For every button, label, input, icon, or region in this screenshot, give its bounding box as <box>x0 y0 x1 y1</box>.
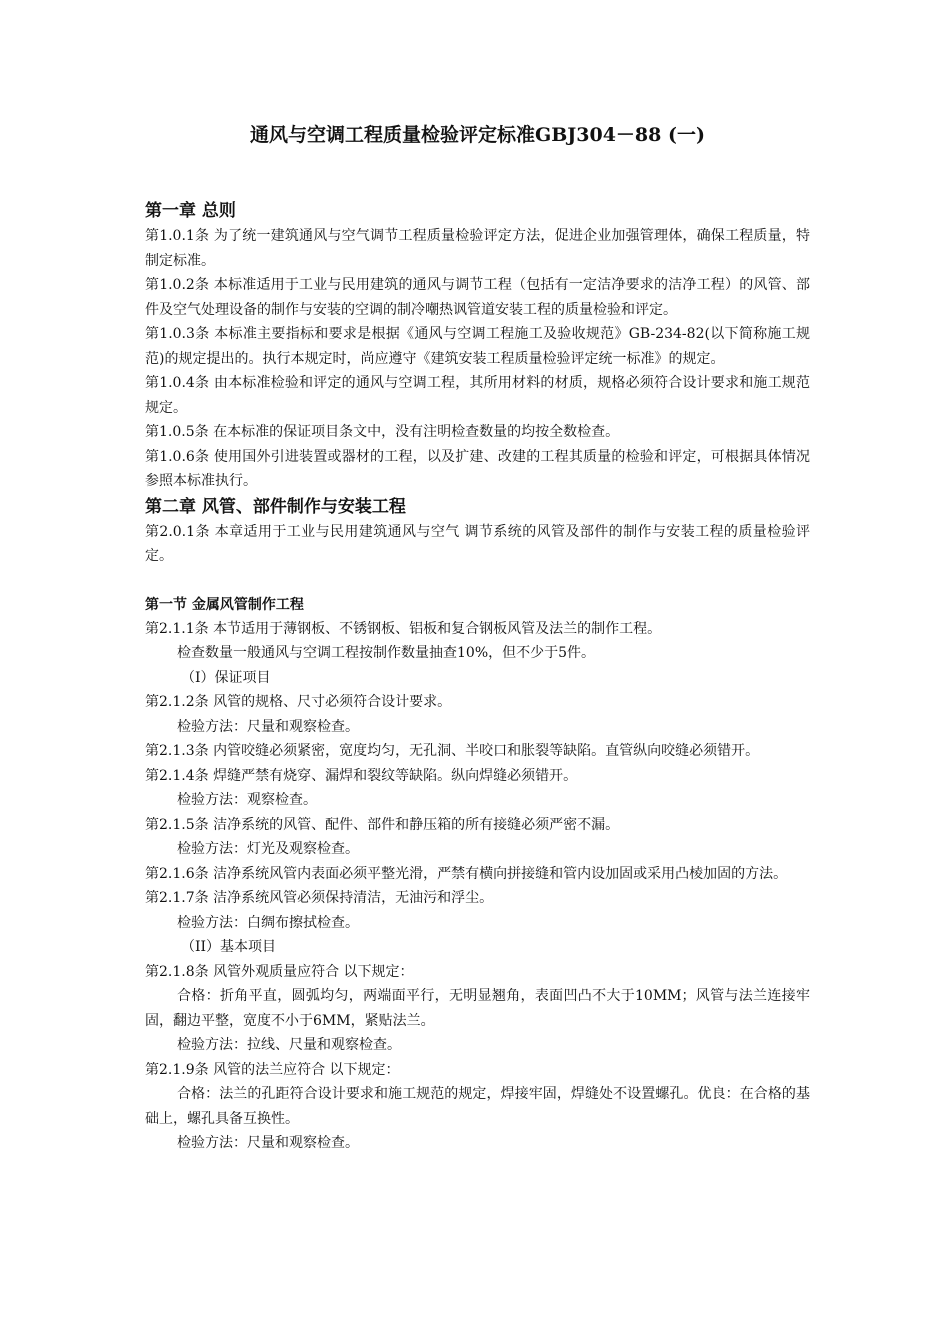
document-title: 通风与空调工程质量检验评定标准GBJ304－88 (一) <box>250 124 705 146</box>
chapter-2-heading: 第二章 风管、部件制作与安装工程 <box>145 496 406 517</box>
section-1-line: 第2.1.2条 风管的规格、尺寸必须符合设计要求。 <box>145 694 452 710</box>
clause-1-0-4: 第1.0.4条 由本标准检验和评定的通风与空调工程，其所用材料的材质，规格必须符合设计要求和施工规范规定。 <box>145 375 810 416</box>
section-1-line: 检验方法：灯光及观察检查。 <box>177 841 359 857</box>
chapter-1-heading: 第一章 总则 <box>145 201 236 221</box>
clause-1-0-1: 第1.0.1条 为了统一建筑通风与空气调节工程质量检验评定方法，促进企业加强管理体，确保工程质量，特制定标准。 <box>145 228 810 269</box>
section-1-line: 检查数量一般通风与空调工程按制作数量抽查10%，但不少于5件。 <box>177 645 596 661</box>
section-1-line: 第2.1.4条 焊缝严禁有烧穿、漏焊和裂纹等缺陷。纵向焊缝必须错开。 <box>145 767 578 784</box>
section-1-line: 第2.1.5条 洁净系统的风管、配件、部件和静压箱的所有接缝必须严密不漏。 <box>145 816 620 833</box>
section-1-line: 检验方法：观察检查。 <box>177 792 317 808</box>
section-1-line: 检验方法：拉线、尺量和观察检查。 <box>177 1037 401 1053</box>
section-1-line: 第2.1.6条 洁净系统风管内表面必须平整光滑，严禁有横向拼接缝和管内设加固或采用凸棱加固的方法。 <box>145 865 788 882</box>
section-1-line: （I）保证项目 <box>181 669 271 686</box>
section-1-line: 第2.1.8条 风管外观质量应符合 以下规定： <box>145 963 414 980</box>
clause-1-0-5: 第1.0.5条 在本标准的保证项目条文中，没有注明检查数量的均按全数检查。 <box>145 424 620 440</box>
section-1-line: 检验方法：尺量和观察检查。 <box>177 718 359 735</box>
clause-1-0-2: 第1.0.2条 本标准适用于工业与民用建筑的通风与调节工程（包括有一定洁净要求的洁净工程）的风管、部件及空气处理设备的制作与安装的空调的制冷嘲热讽管道安装工程的质量检验和评定。 <box>145 277 810 318</box>
clause-1-0-6: 第1.0.6条 使用国外引进装置或器材的工程，以及扩建、改建的工程其质量的检验和评定，可根据具体情况参照本标准执行。 <box>145 448 810 489</box>
clause-2-0-1: 第2.0.1条 本章适用于工业与民用建筑通风与空气 调节系统的风管及部件的制作与安装工程的质量检验评定。 <box>145 523 810 564</box>
document-page <box>145 120 810 1156</box>
section-1-line: （II）基本项目 <box>181 939 277 955</box>
section-1-body <box>145 617 810 1156</box>
section-1-line: 第2.1.3条 内管咬缝必须紧密，宽度均匀，无孔洞、半咬口和胀裂等缺陷。直管纵向咬缝必须错开。 <box>145 743 760 759</box>
section-1-line: 第2.1.1条 本节适用于薄钢板、不锈钢板、铝板和复合钢板风管及法兰的制作工程。 <box>145 620 662 637</box>
section-1-line: 第2.1.7条 洁净系统风管必须保持清洁，无油污和浮尘。 <box>145 890 494 906</box>
section-1-line: 检验方法：尺量和观察检查。 <box>177 1135 359 1151</box>
section-1-line: 合格：法兰的孔距符合设计要求和施工规范的规定，焊接牢固，焊缝处不设置螺孔。优良：在合格的基础上，螺孔具备互换性。 <box>145 1086 810 1127</box>
section-1-line: 检验方法：白绸布擦拭检查。 <box>177 914 359 931</box>
clause-1-0-3: 第1.0.3条 本标准主要指标和要求是根据《通风与空调工程施工及验收规范》GB-234-82(以下简称施工规范)的规定提出的。执行本规定时，尚应遵守《建筑安装工程质量检验评定统一标准》的规定。 <box>145 326 810 367</box>
section-1-line: 第2.1.9条 风管的法兰应符合 以下规定： <box>145 1061 400 1078</box>
section-1-heading: 第一节 金属风管制作工程 <box>145 596 304 613</box>
section-1-line: 合格：折角平直，圆弧均匀，两端面平行，无明显翘角，表面凹凸不大于10MM；风管与法兰连接牢固，翻边平整，宽度不小于6MM，紧贴法兰。 <box>145 988 810 1029</box>
